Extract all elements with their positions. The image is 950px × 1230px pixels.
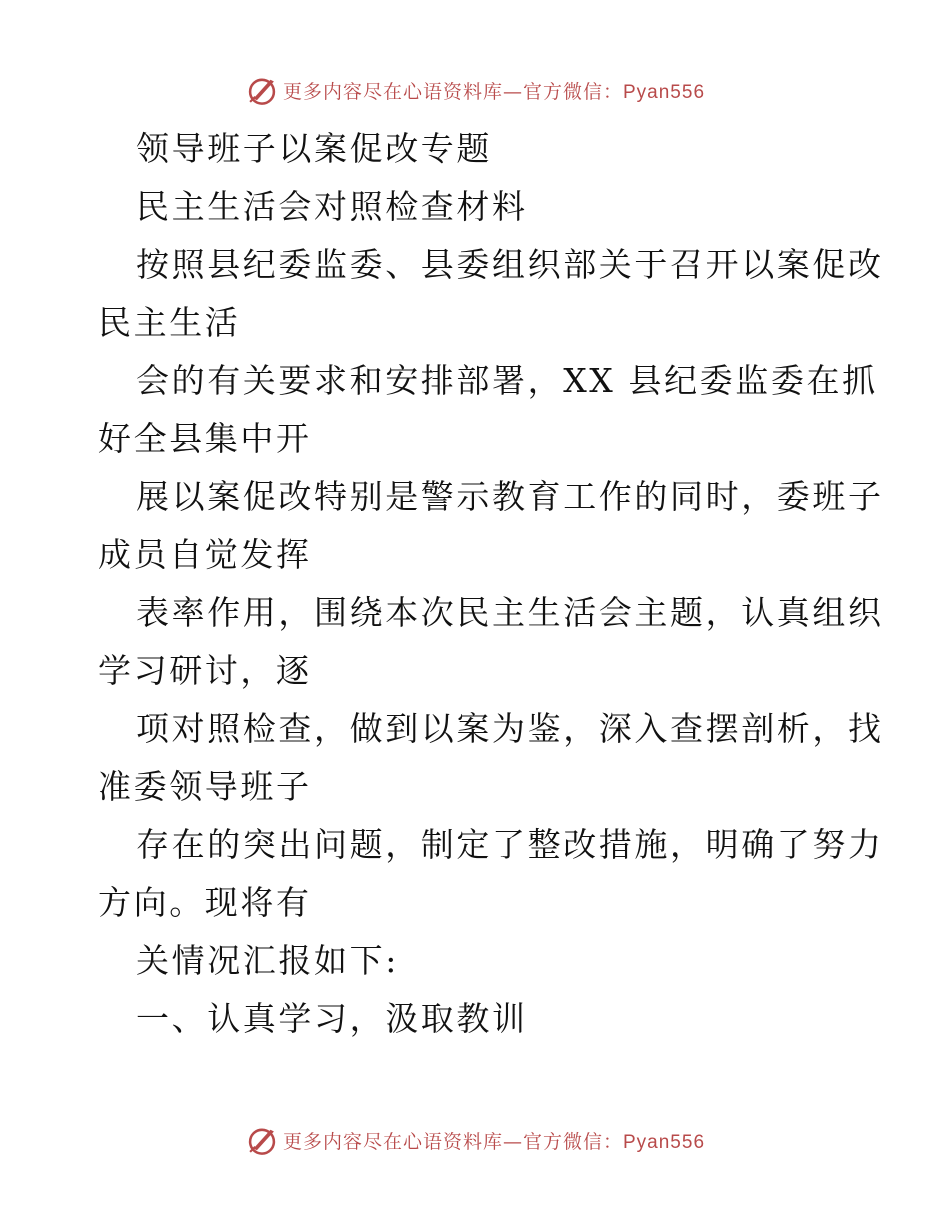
text-line: 学习研讨，逐 (98, 651, 312, 690)
text-line: 准委领导班子 (98, 767, 312, 806)
text-line: 按照县纪委监委、县委组织部关于召开以案促改 (136, 245, 884, 284)
text-line: 领导班子以案促改专题 (136, 129, 492, 168)
text-line: 展以案促改特别是警示教育工作的同时，委班子 (136, 477, 884, 516)
footer-watermark (0, 1120, 950, 1160)
text-line: 表率作用，围绕本次民主生活会主题，认真组织 (136, 593, 884, 632)
watermark-handle: Pyan556 (623, 1131, 706, 1153)
document-body (98, 120, 884, 1048)
header-watermark (0, 70, 950, 110)
watermark-text: 更多内容尽在心语资料库—官方微信： (282, 1130, 623, 1153)
text-line: 成员自觉发挥 (98, 535, 312, 574)
text-line: 会的有关要求和安排部署，XX 县纪委监委在抓 (136, 361, 878, 400)
text-line: 一、认真学习，汲取教训 (136, 999, 528, 1038)
text-line: 关情况汇报如下: (136, 941, 399, 980)
text-line: 方向。现将有 (98, 883, 312, 922)
text-line: 项对照检查，做到以案为鉴，深入查摆剖析，找 (136, 709, 884, 748)
text-line: 存在的突出问题，制定了整改措施，明确了努力 (136, 825, 884, 864)
watermark-handle: Pyan556 (623, 81, 706, 103)
text-line: 好全县集中开 (98, 419, 312, 458)
text-line: 民主生活会对照检查材料 (136, 187, 528, 226)
quill-logo-icon (245, 73, 279, 107)
quill-logo-icon (245, 1123, 279, 1157)
text-line: 民主生活 (98, 303, 241, 342)
watermark-text: 更多内容尽在心语资料库—官方微信： (282, 80, 623, 103)
